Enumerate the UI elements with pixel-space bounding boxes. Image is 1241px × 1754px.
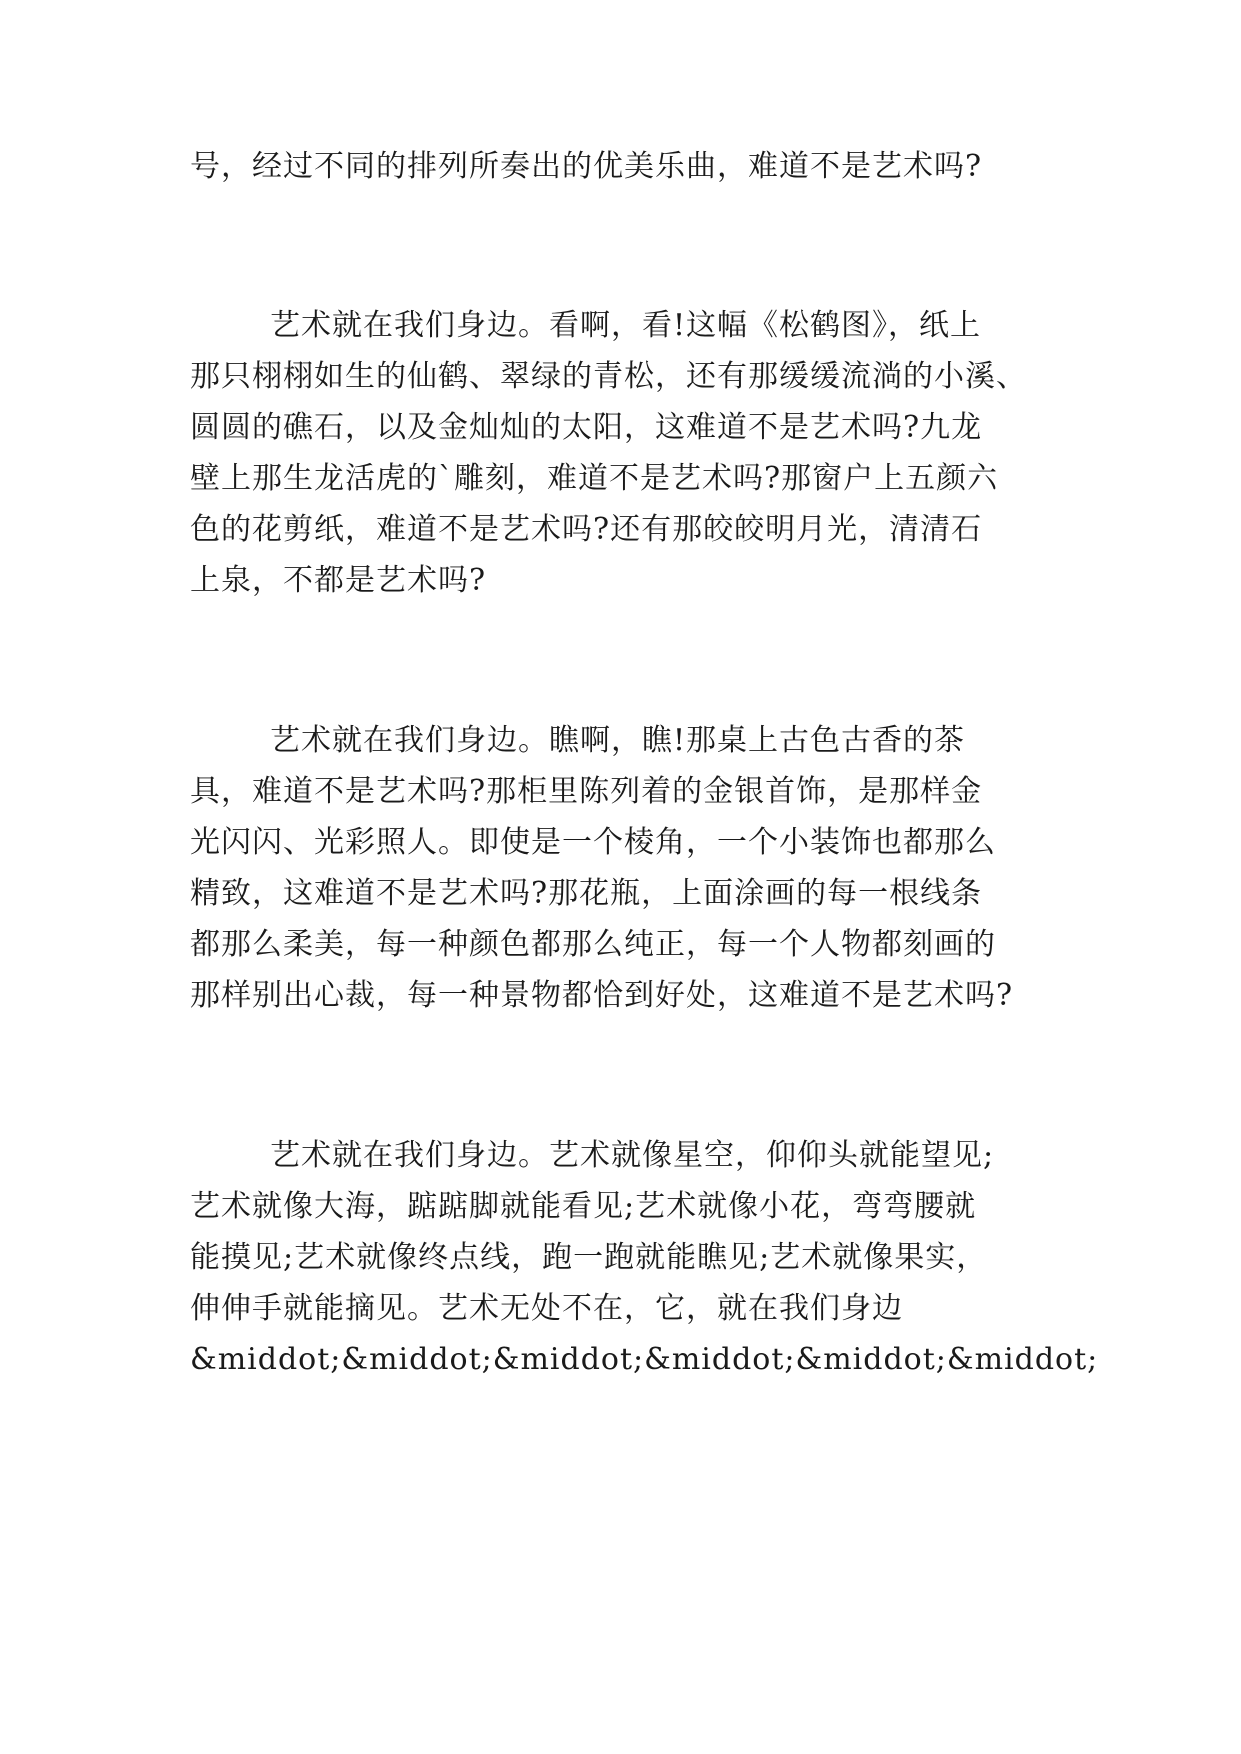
paragraph-3-line-2: 具，难道不是艺术吗?那柜里陈列着的金银首饰，是那样金 (190, 774, 983, 809)
paragraph-2-line-4: 壁上那生龙活虎的`雕刻，难道不是艺术吗?那窗户上五颜六 (190, 461, 999, 496)
paragraph-4-line-1: 艺术就在我们身边。艺术就像星空，仰仰头就能望见; (270, 1138, 995, 1173)
paragraph-2-line-2: 那只栩栩如生的仙鹤、翠绿的青松，还有那缓缓流淌的小溪、 (190, 359, 1027, 394)
paragraph-2-line-3: 圆圆的礁石，以及金灿灿的太阳，这难道不是艺术吗?九龙 (190, 410, 983, 445)
paragraph-2-line-1: 艺术就在我们身边。看啊，看!这幅《松鹤图》，纸上 (270, 308, 982, 343)
paragraph-2-line-5: 色的花剪纸，难道不是艺术吗?还有那皎皎明月光，清清石 (190, 512, 983, 547)
paragraph-3-line-5: 都那么柔美，每一种颜色都那么纯正，每一个人物都刻画的 (190, 927, 996, 962)
paragraph-4-line-2: 艺术就像大海，踮踮脚就能看见;艺术就像小花，弯弯腰就 (190, 1189, 977, 1224)
paragraph-4-line-3: 能摸见;艺术就像终点线，跑一跑就能瞧见;艺术就像果实， (190, 1240, 988, 1275)
paragraph-2-line-6: 上泉，不都是艺术吗? (190, 563, 487, 598)
paragraph-3-line-1: 艺术就在我们身边。瞧啊，瞧!那桌上古色古香的茶 (270, 723, 966, 758)
paragraph-3-line-4: 精致，这难道不是艺术吗?那花瓶，上面涂画的每一根线条 (190, 876, 983, 911)
paragraph-4-line-4: 伸伸手就能摘见。艺术无处不在，它，就在我们身边 (190, 1291, 903, 1326)
paragraph-3-line-3: 光闪闪、光彩照人。即使是一个棱角，一个小装饰也都那么 (190, 825, 996, 860)
paragraph-3-line-6: 那样别出心裁，每一种景物都恰到好处，这难道不是艺术吗? (190, 978, 1014, 1013)
paragraph-4-line-5: &middot;&middot;&middot;&middot;&middot;&middot; (190, 1342, 1099, 1377)
paragraph-1-line-1: 号，经过不同的排列所奏出的优美乐曲，难道不是艺术吗? (190, 149, 983, 184)
